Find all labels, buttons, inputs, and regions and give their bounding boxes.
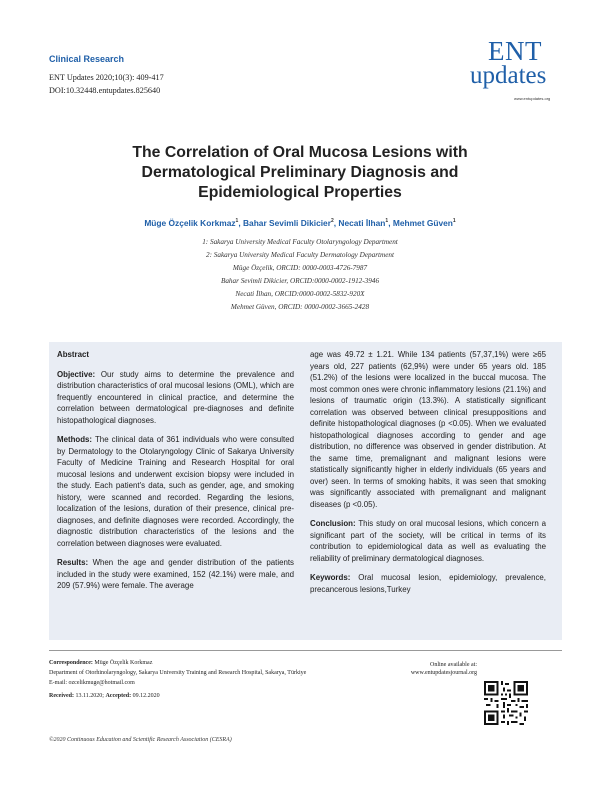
received-accepted-dates: Received: 13.11.2020; Accepted: 09.12.2020 [49,693,160,699]
abstract-left-column [57,349,294,600]
abstract-results: Results: When the age and gender distribution of the patients included in the study were examined, 152 (42.1%) were male, and 209 (57.9%) were female. The average [57,558,294,590]
abstract-objective: Objective: Our study aims to determine the prevalence and distribution characteristics of oral mucosal lesions (OML), which are frequently encountered in clinical practice, and determine the correlation between dermatological pre-diagnoses and definite histopathological diagnoses. [57,369,294,425]
abstract-heading: Abstract [57,350,90,359]
author-name: Müge Özçelik Korkmaz [144,218,236,228]
online-url[interactable]: www.entupdatesjournal.org [410,670,477,676]
author-affiliation-number: 1 [385,218,389,225]
correspondence: Correspondence: Müge Özçelik Korkmaz [49,660,153,666]
author-name: Mehmet Güven [392,218,453,228]
abstract-right-column [310,349,546,603]
affiliation-line: 2: Sakarya University Medical Faculty Dermatology Department [205,251,395,259]
title-line: Epidemiological Properties [198,184,402,201]
abstract-keywords: Keywords: Oral mucosal lesion, epidemiology, prevalence, precancerous lesions,Turkey [310,573,546,594]
author-name: Bahar Sevimli Dikicier [242,218,331,228]
online-label: Online available at: [430,662,477,668]
correspondence-email: E-mail: ozcelikmuge@hotmail.com [49,680,135,686]
journal-logo-ent: ENT [488,36,542,66]
orcid-line: Bahar Sevimli Dikicier, ORCID:0000-0002-1912-3946 [220,277,380,285]
journal-logo-updates: updates [470,62,547,89]
affiliation-line: 1: Sakarya University Medical Faculty Otolaryngology Department [202,238,398,246]
article-title [60,143,540,203]
citation: ENT Updates 2020;10(3): 409-417 [49,73,164,82]
orcid-line: Müge Özçelik, ORCID: 0000-0003-4726-7987 [232,264,368,272]
author-affiliation-number: 1 [235,218,239,225]
orcid-line: Necati İlhan, ORCID:0000-0002-5832-920X [235,290,365,298]
abstract-conclusion: Conclusion: This study on oral mucosal lesions, which concern a significant part of the society, will be critical in terms of its contribution to epidemiological data as well as evaluating the reliability of preliminary dermatological diagnoses. [310,519,546,563]
author-list: Müge Özçelik Korkmaz$^1$, Bahar Sevimli Dikicier$^2$, Necati İlhan$^1$, Mehmet Güven$^1$ [144,218,456,228]
footer-divider [49,650,562,651]
abstract-results-continued: age was 49.72 ± 1.21. While 134 patients (57,37,1%) were ≥65 years old, 227 patients (62,9%) were under 65 years old. 185 (51.2%) of the lesions were localized in the buccal mucosa. The most common ones were chronic inflammatory lesions (21.1%) and lesions of traumatic origin (13.3%). A statistically significant correlation was observed between clinical presuppositions and definite histopathological diagnoses (p <0.05). When we evaluated histopathological diagnoses according to gender and age distribution, no difference was observed in gender distribution. At the same time, premalignant and malignant lesions were statistically significantly higher in elderly individuals (65 years and over) seen. In terms of smoking habits, it was seen that smoking was significantly associated with premalignant and malignant diseases (p <0.05). [310,350,546,509]
title-line: The Correlation of Oral Mucosa Lesions with [132,144,468,161]
qr-code-icon [484,681,528,725]
title-line: Dermatological Preliminary Diagnosis and [141,164,459,181]
journal-logo-url: www.entupdates.org [514,96,551,101]
author-name: Necati İlhan [338,218,386,228]
doi: DOI:10.32448.entupdates.825640 [49,86,161,95]
orcid-line: Mehmet Güven, ORCID: 0000-0002-3665-2428 [230,303,370,311]
correspondence-department: Department of Otorhinolaryngology, Sakarya University Training and Research Hospital, Sakarya, Türkiye [49,670,307,676]
article-category: Clinical Research [49,54,125,64]
author-affiliation-number: 1 [452,218,456,225]
abstract-methods: Methods: The clinical data of 361 individuals who were consulted by Dermatology to the Otolaryngology Clinic of Sakarya University Faculty of Medicine Training and Research Hospital for oral mucosal lesions and underwent excision biopsy were included in the study. Each patient's data, such as gender, age, and smoking history, were scanned and recorded. Regarding the lesions, localization of the lesions, duration of their presence, clinical pre-diagnoses, and definite diagnoses were recorded. Accordingly, the diagnostic distribution characteristics of the lesions and the correlation between diagnoses were evaluated. [57,435,294,548]
author-affiliation-number: 2 [330,218,334,225]
online-availability [385,661,477,677]
copyright: ©2020 Continuous Education and Scientific Research Association (CESRA) [49,737,232,743]
